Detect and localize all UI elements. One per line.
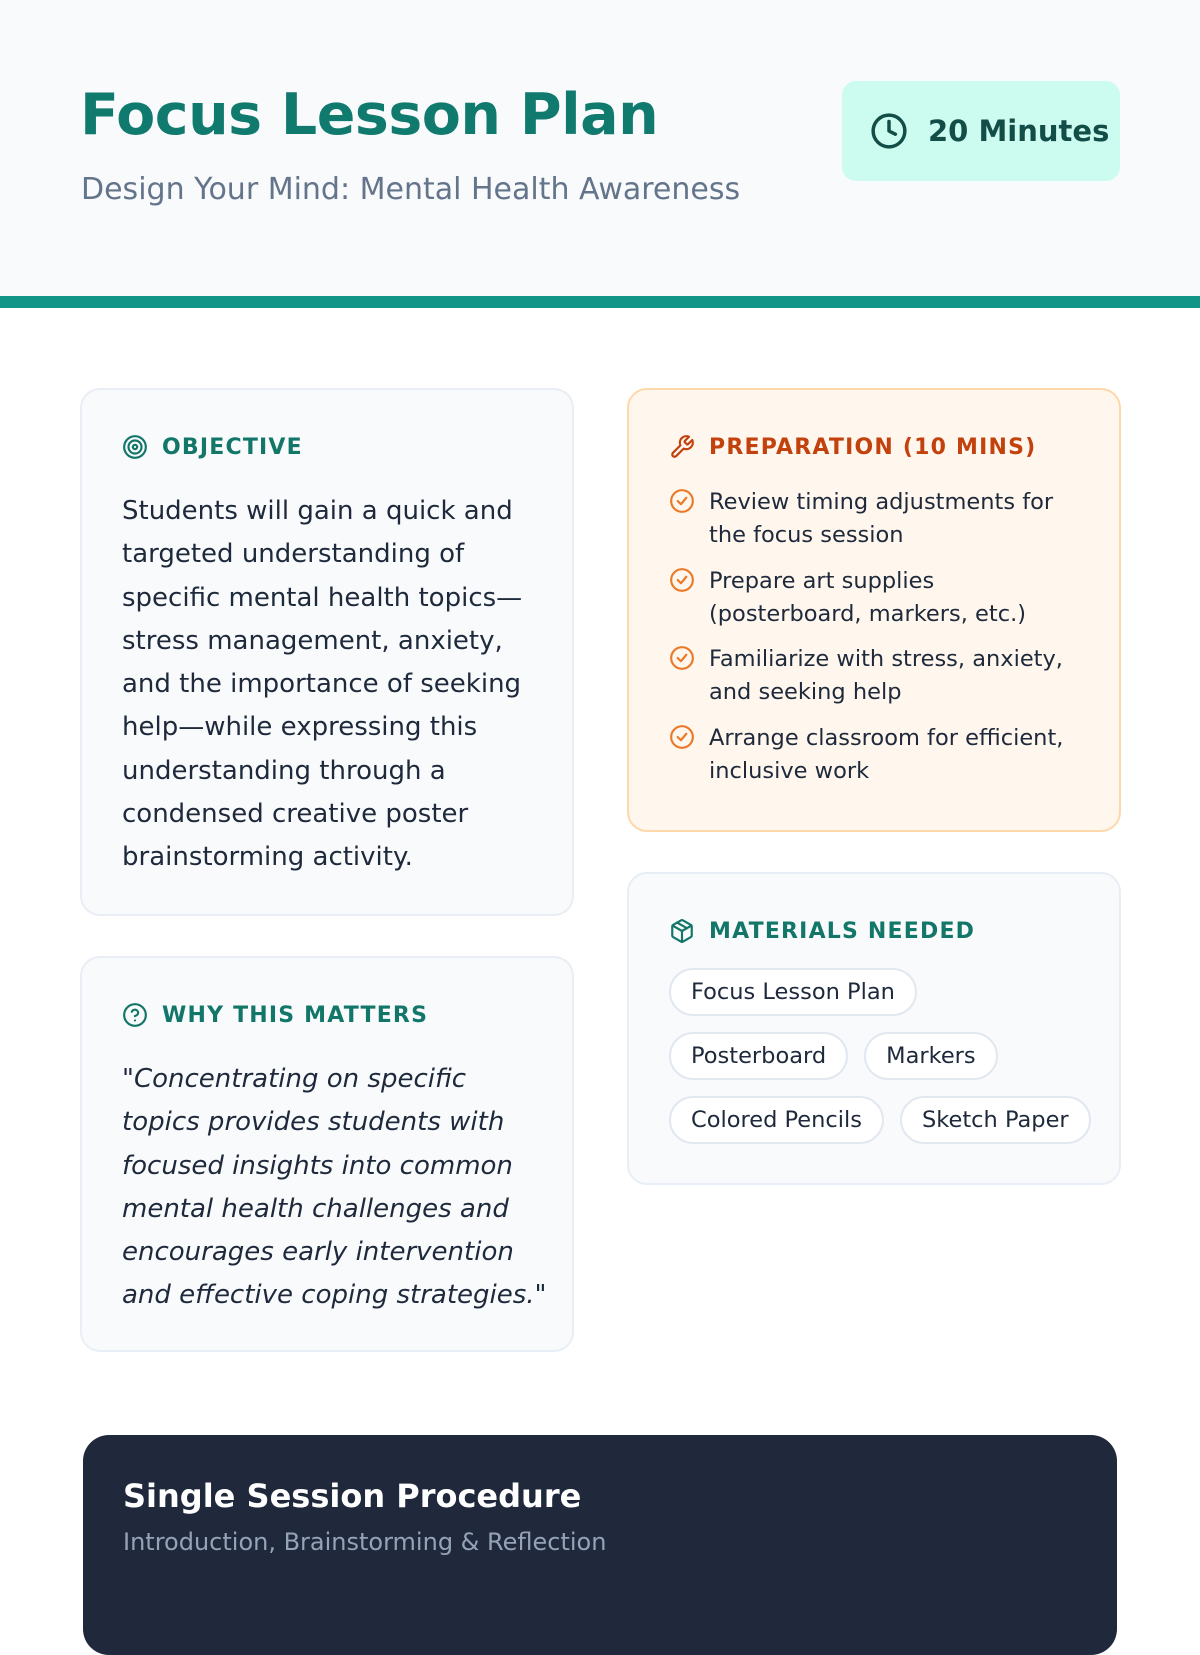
materials-heading-label: MATERIALS NEEDED (709, 918, 976, 944)
preparation-item (669, 722, 1089, 789)
help-circle-icon (122, 1002, 148, 1028)
procedure-title: Single Session Procedure (123, 1477, 582, 1515)
wrench-icon (669, 434, 695, 460)
why-this-matters-card (80, 956, 574, 1352)
preparation-item-text: Arrange classroom for efficient, inclusive work (709, 724, 1064, 785)
preparation-item (669, 565, 1089, 632)
materials-card (627, 872, 1121, 1185)
page-header (0, 0, 1200, 296)
preparation-heading-label: PREPARATION (10 MINS) (709, 434, 1037, 460)
why-heading (122, 1002, 428, 1028)
check-circle-icon (669, 645, 695, 671)
preparation-card (627, 388, 1121, 832)
procedure-subtitle: Introduction, Brainstorming & Reflection (123, 1528, 607, 1556)
procedure-section (83, 1435, 1117, 1655)
why-heading-label: WHY THIS MATTERS (162, 1002, 429, 1028)
clock-icon (870, 112, 908, 150)
duration-label: 20 Minutes (928, 114, 1110, 148)
preparation-item (669, 643, 1089, 710)
page-title: Focus Lesson Plan (80, 82, 659, 148)
material-chip: Focus Lesson Plan (669, 968, 917, 1016)
objective-text: Students will gain a quick and targeted understanding of specific mental health topics—stress management, anxiety, and the importance of seeking help—while expressing this understanding through a condensed creative poster brainstorming activity. (122, 496, 523, 873)
preparation-item (669, 486, 1089, 553)
material-chip: Posterboard (669, 1032, 848, 1080)
package-icon (669, 918, 695, 944)
target-icon (122, 434, 148, 460)
preparation-list (669, 486, 1089, 800)
objective-heading (122, 434, 303, 460)
material-chip: Sketch Paper (900, 1096, 1091, 1144)
check-circle-icon (669, 567, 695, 593)
materials-list (669, 968, 1099, 1160)
objective-card (80, 388, 574, 916)
material-chip: Colored Pencils (669, 1096, 884, 1144)
duration-badge (842, 81, 1120, 181)
preparation-item-text: Review timing adjustments for the focus session (709, 489, 1054, 549)
header-divider (0, 296, 1200, 308)
preparation-item-text: Familiarize with stress, anxiety, and seeking help (709, 646, 1063, 706)
preparation-item-text: Prepare art supplies (posterboard, markers, etc.) (709, 567, 1027, 627)
page-subtitle: Design Your Mind: Mental Health Awareness (81, 172, 741, 207)
objective-heading-label: OBJECTIVE (162, 434, 303, 460)
check-circle-icon (669, 724, 695, 750)
preparation-heading (669, 434, 1036, 460)
why-quote: "Concentrating on specific topics provides students with focused insights into common mental health challenges and encourages early intervention and effective coping strategies." (122, 1064, 547, 1311)
material-chip: Markers (864, 1032, 998, 1080)
check-circle-icon (669, 488, 695, 514)
materials-heading (669, 918, 975, 944)
